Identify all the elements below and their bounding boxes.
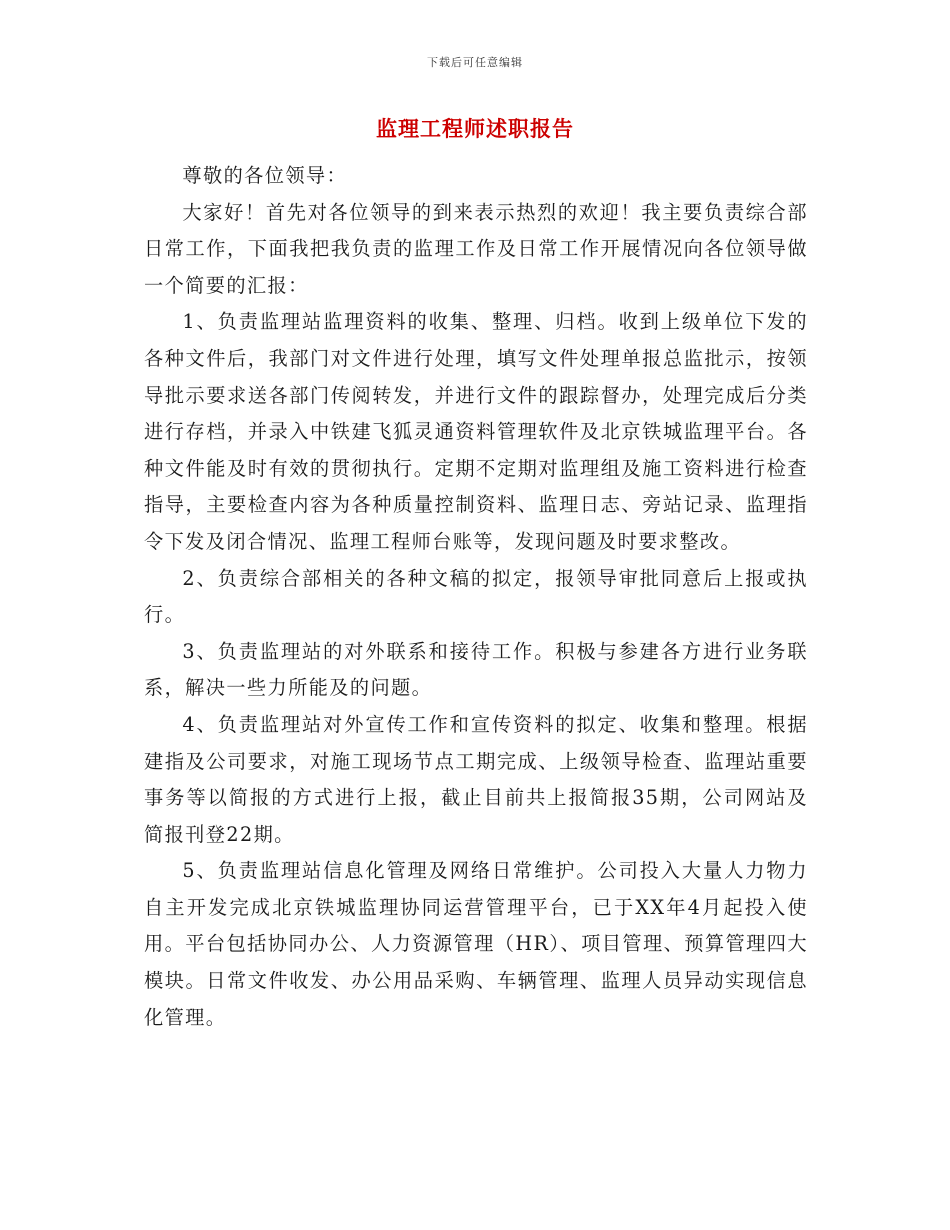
salutation-paragraph: 尊敬的各位领导：	[182, 164, 348, 187]
item-3-paragraph: 3、负责监理站的对外联系和接待工作。积极与参建各方进行业务联系，解决一些力所能及的问题。	[144, 639, 808, 700]
document-body	[144, 158, 808, 1036]
item-1-paragraph: 1、负责监理站监理资料的收集、整理、归档。收到上级单位下发的各种文件后，我部门对文件进行处理，填写文件处理单报总监批示，按领导批示要求送各部门传阅转发，并进行文件的跟踪督办，处理完成后分类进行存档，并录入中铁建飞狐灵通资料管理软件及北京铁城监理平台。各种文件能及时有效的贯彻执行。定期不定期对监理组及施工资料进行检查指导，主要检查内容为各种质量控制资料、监理日志、旁站记录、监理指令下发及闭合情况、监理工程师台账等，发现问题及时要求整改。	[144, 310, 808, 553]
item-2-paragraph: 2、负责综合部相关的各种文稿的拟定，报领导审批同意后上报或执行。	[144, 566, 808, 627]
item-5-paragraph: 5、负责监理站信息化管理及网络日常维护。公司投入大量人力物力自主开发完成北京铁城监理协同运营管理平台，已于XX年4月起投入使用。平台包括协同办公、人力资源管理（HR）、项目管理、预算管理四大模块。日常文件收发、办公用品采购、车辆管理、监理人员异动实现信息化管理。	[144, 859, 808, 1029]
item-4-paragraph: 4、负责监理站对外宣传工作和宣传资料的拟定、收集和整理。根据建指及公司要求，对施工现场节点工期完成、上级领导检查、监理站重要事务等以简报的方式进行上报，截止目前共上报简报35期，公司网站及简报刊登22期。	[144, 712, 808, 846]
page-header-note: 下载后可任意编辑	[427, 56, 523, 69]
intro-paragraph: 大家好！首先对各位领导的到来表示热烈的欢迎！我主要负责综合部日常工作，下面我把我负责的监理工作及日常工作开展情况向各位领导做一个简要的汇报：	[144, 200, 808, 297]
document-title: 监理工程师述职报告	[376, 116, 574, 141]
